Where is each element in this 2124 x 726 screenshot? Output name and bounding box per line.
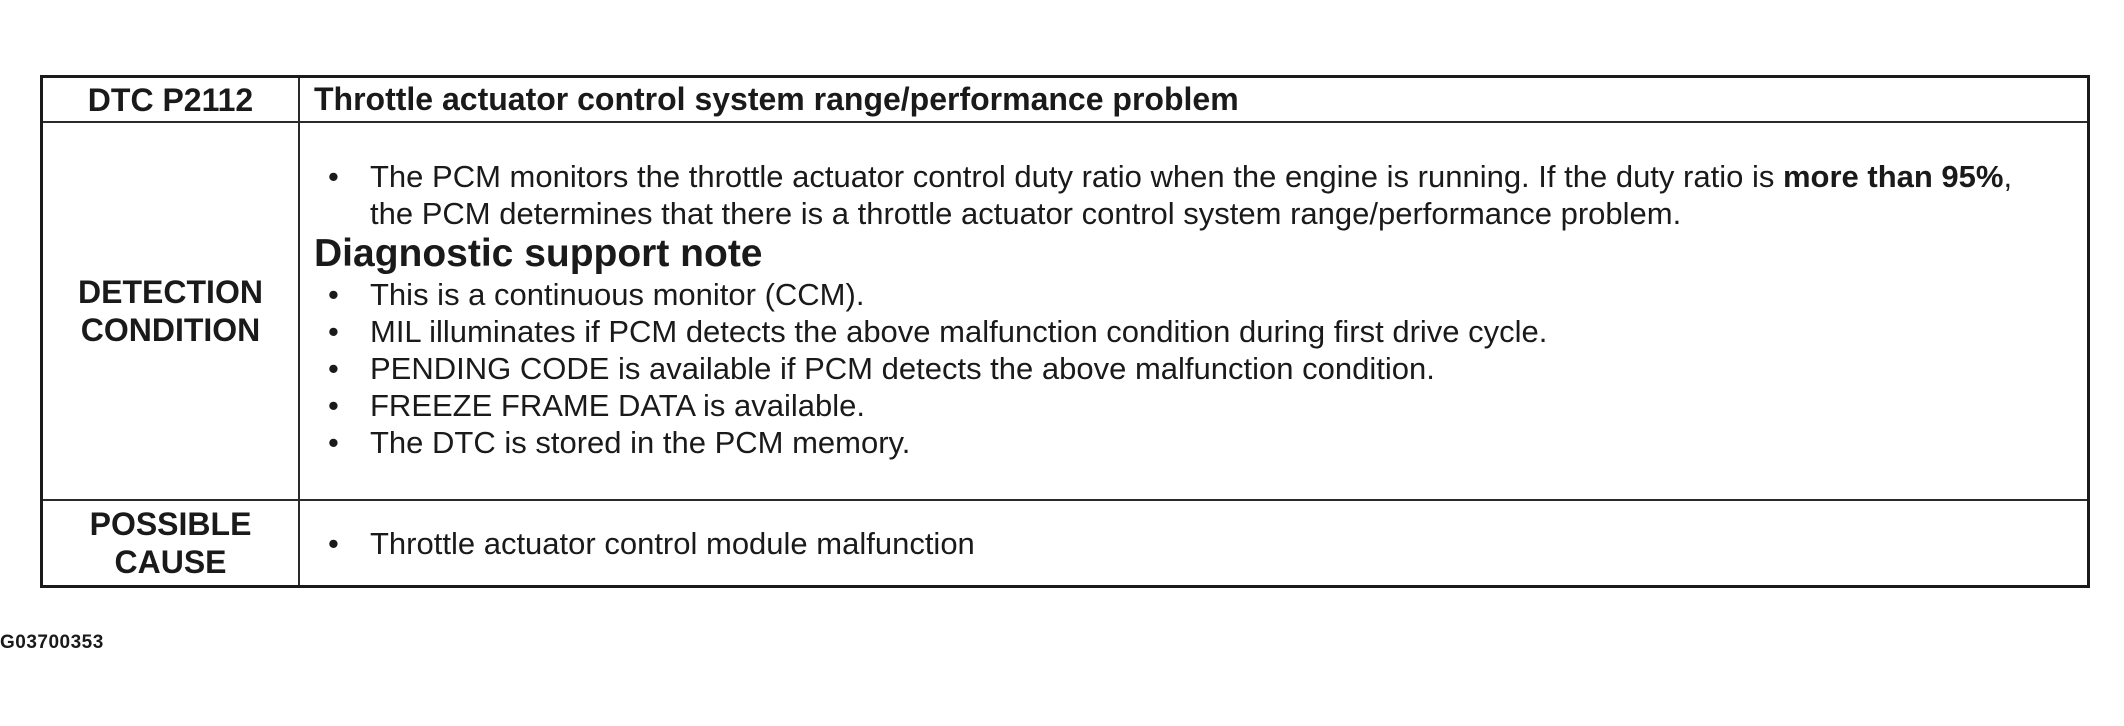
possible-cause-row — [42, 500, 2089, 587]
support-note-item: • The DTC is stored in the PCM memory. — [314, 424, 2057, 461]
support-note-list — [314, 276, 2057, 461]
monitor-item — [314, 158, 2057, 232]
support-note-item: • FREEZE FRAME DATA is available. — [314, 387, 2057, 424]
support-note-item: • MIL illuminates if PCM detects the above malfunction condition during first drive cycle. — [314, 313, 2057, 350]
monitor-text-part2: , the PCM determines that there is a throttle actuator control system range/performance problem. — [370, 158, 2013, 231]
possible-cause-label-cell — [42, 500, 300, 587]
possible-cause-content-cell — [299, 500, 2089, 587]
support-note-item: • This is a continuous monitor (CCM). — [314, 276, 2057, 313]
monitor-list — [314, 158, 2057, 232]
monitor-text-bold: more than 95% — [1782, 158, 2004, 194]
detection-condition-content-cell — [299, 122, 2089, 500]
cause-list — [314, 525, 2057, 562]
detection-label-line1: DETECTION — [78, 274, 263, 310]
dtc-code-cell — [42, 77, 300, 123]
support-note-heading: Diagnostic support note — [314, 231, 763, 275]
cause-item: • Throttle actuator control module malfunction — [314, 525, 2057, 562]
figure-id: G03700353 — [0, 632, 104, 653]
support-note-item: • PENDING CODE is available if PCM detects the above malfunction condition. — [314, 350, 2057, 387]
dtc-title-cell — [299, 77, 2089, 123]
dtc-code: DTC P2112 — [87, 81, 254, 118]
detection-condition-row — [42, 122, 2089, 500]
detection-condition-label-cell — [42, 122, 300, 500]
cause-label-line1: POSSIBLE — [89, 506, 252, 542]
dtc-title: Throttle actuator control system range/performance problem — [314, 81, 1239, 117]
monitor-text-part1: The PCM monitors the throttle actuator control duty ratio when the engine is running. If the duty ratio is — [370, 158, 1783, 194]
dtc-header-row — [42, 77, 2089, 123]
cause-label-line2: CAUSE — [114, 544, 227, 580]
dtc-table — [40, 75, 2090, 588]
detection-label-line2: CONDITION — [80, 312, 261, 348]
